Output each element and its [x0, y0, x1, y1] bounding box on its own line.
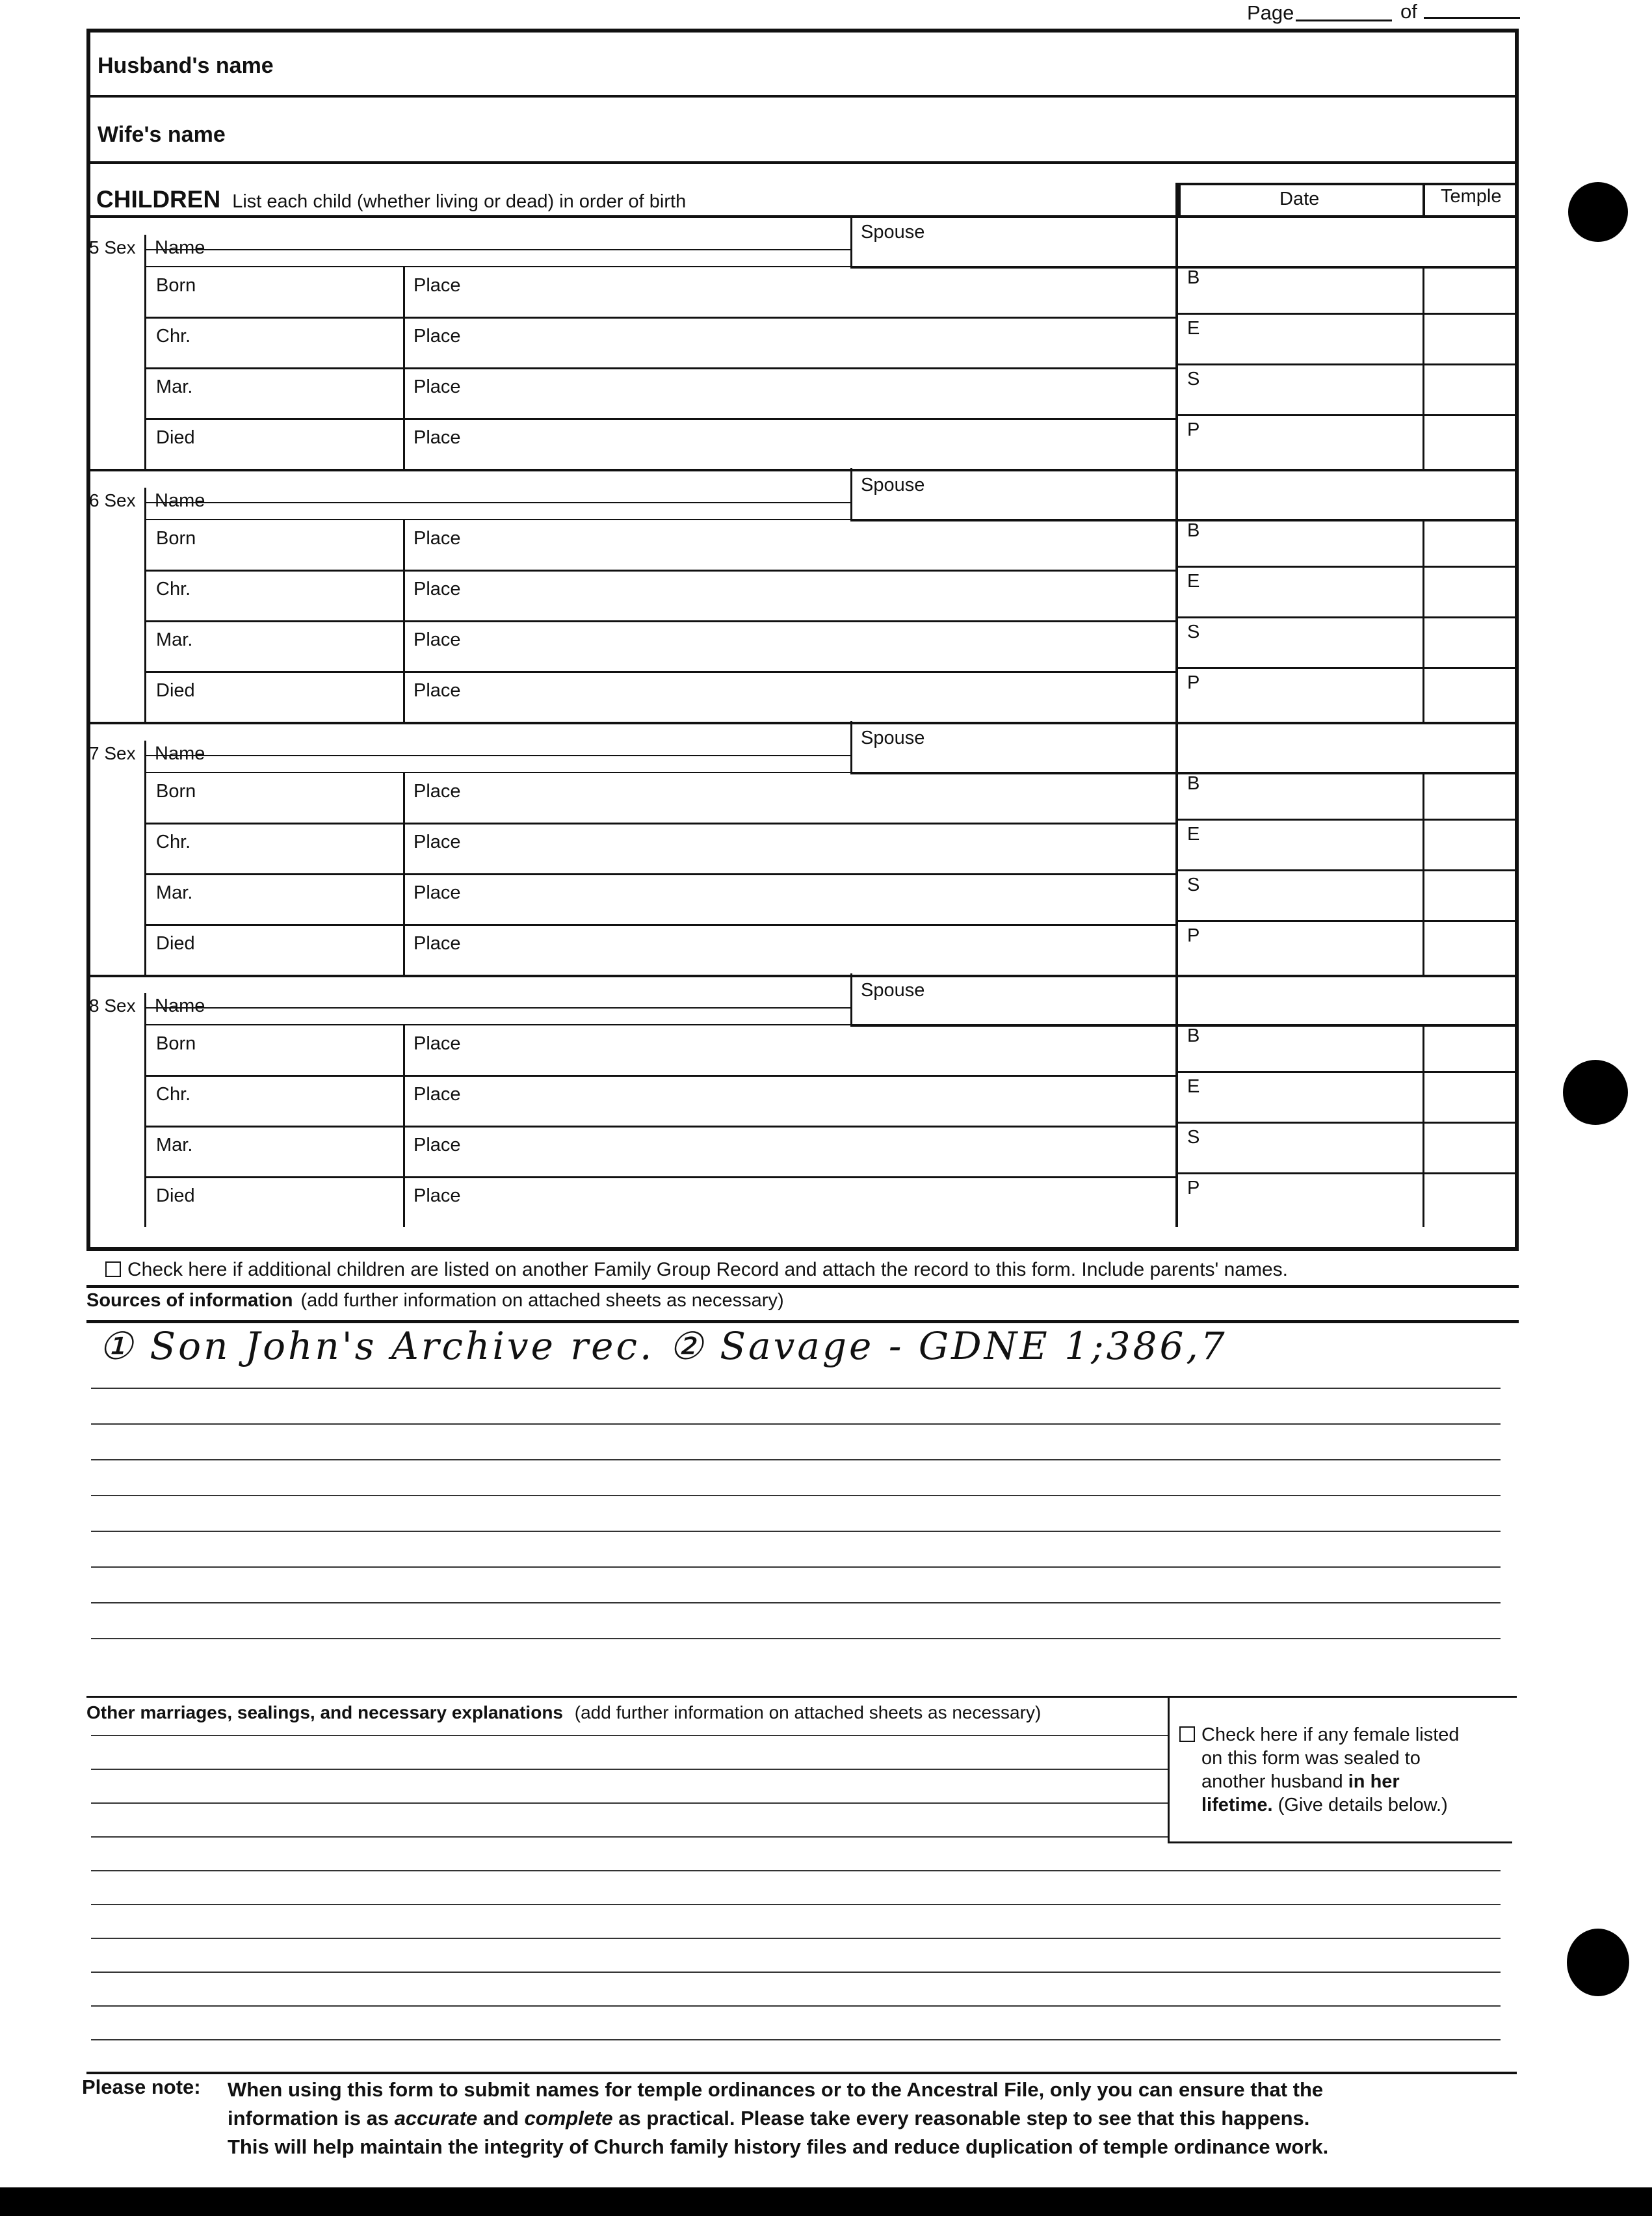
child-name-row-rule: [144, 502, 850, 503]
child-ordinance-chr: E: [1187, 1076, 1200, 1097]
page-total-field[interactable]: [1424, 17, 1520, 19]
child-spouse-divider: [850, 721, 852, 774]
child-place-label: Place: [413, 579, 461, 600]
child-ordinance-mar: S: [1187, 622, 1200, 642]
child-place-date-divider: [1175, 468, 1178, 722]
child-place-label: Place: [413, 326, 461, 347]
child-ordinance-row-rule: [1178, 1071, 1519, 1073]
child-event-row-rule: [144, 823, 1175, 824]
footer-note-line-1: When using this form to submit names for temple ordinances or to the Ancestral File, only you can ensure that the: [228, 2078, 1324, 2101]
sealed-check-line-1: Check here if any female listed: [1179, 1723, 1460, 1747]
sources-heading: [86, 1290, 784, 1312]
binder-hole-top: [1568, 182, 1628, 242]
child-event-label-chr: Chr.: [156, 326, 191, 347]
child-place-label: Place: [413, 275, 461, 296]
child-event-label-chr: Chr.: [156, 1084, 191, 1105]
child-place-date-divider: [1175, 973, 1178, 1227]
child-event-place-divider: [403, 266, 405, 469]
child-event-row-rule: [144, 1176, 1175, 1178]
additional-children-checkbox-row[interactable]: [105, 1259, 1288, 1281]
child-ordinance-chr: E: [1187, 318, 1200, 339]
child-spouse-divider: [850, 468, 852, 521]
child-number-sex: 6 Sex: [89, 490, 136, 510]
children-instruction: List each child (whether living or dead) in order of birth: [232, 191, 687, 212]
child-event-label-born: Born: [156, 781, 196, 802]
child-spouse-divider: [850, 973, 852, 1027]
sources-writing-line[interactable]: [91, 1531, 1501, 1532]
other-marriages-writing-line[interactable]: [91, 1972, 1501, 1973]
sealed-check-box[interactable]: [1179, 1723, 1460, 1817]
sources-heading-rule: [86, 1320, 1519, 1323]
child-event-row-rule: [144, 317, 1175, 319]
child-name-row-bottom-left: [144, 266, 850, 267]
child-ordinance-row-rule: [1178, 920, 1519, 922]
child-ordinance-died: P: [1187, 1178, 1200, 1198]
other-marriages-writing-line[interactable]: [91, 1802, 1168, 1804]
child-date-temple-divider: [1423, 266, 1424, 469]
child-ordinance-chr: E: [1187, 571, 1200, 592]
other-marriages-writing-line[interactable]: [91, 1735, 1168, 1736]
child-ordinance-mar: S: [1187, 369, 1200, 389]
sources-handwritten-entry: ① Son John's Archive rec. ② Savage - GDNE 1;386,7: [99, 1324, 1227, 1368]
child-ordinance-mar: S: [1187, 875, 1200, 895]
child-ordinance-born: B: [1187, 520, 1200, 541]
child-name-label: Name: [155, 490, 205, 511]
child-event-label-mar: Mar.: [156, 1135, 193, 1155]
child-ordinance-row-rule: [1178, 1172, 1519, 1174]
footer-note-label: Please note:: [82, 2076, 201, 2098]
child-ordinance-chr: E: [1187, 824, 1200, 845]
child-place-label: Place: [413, 781, 461, 802]
additional-children-note: Check here if additional children are listed on another Family Group Record and attach the record to this form. Include parents' names.: [127, 1259, 1288, 1280]
child-ordinance-died: P: [1187, 925, 1200, 946]
child-name-row-bottom: [850, 1024, 1519, 1027]
footer-top-rule: [86, 2072, 1517, 2074]
child-event-row-rule: [144, 418, 1175, 420]
sources-writing-line[interactable]: [91, 1423, 1501, 1425]
child-event-label-mar: Mar.: [156, 882, 193, 903]
child-place-label: Place: [413, 680, 461, 701]
sealed-checkbox[interactable]: [1179, 1726, 1195, 1742]
child-date-temple-divider: [1423, 772, 1424, 975]
sources-subtitle: (add further information on attached sheets as necessary): [300, 1290, 784, 1311]
children-title: CHILDREN: [96, 186, 221, 213]
child-ordinance-row-rule: [1178, 566, 1519, 568]
wife-name-label: Wife's name: [98, 122, 226, 147]
child-place-date-divider: [1175, 183, 1178, 469]
child-event-row-rule: [144, 873, 1175, 875]
footer-note-body: [228, 2076, 1328, 2161]
other-marriages-subtitle: (add further information on attached sheets as necessary): [574, 1702, 1042, 1722]
child-ordinance-row-rule: [1178, 616, 1519, 618]
child-event-row-rule: [144, 570, 1175, 572]
sources-writing-line[interactable]: [91, 1566, 1501, 1568]
other-marriages-writing-line[interactable]: [91, 1769, 1168, 1770]
sources-writing-line[interactable]: [91, 1388, 1501, 1389]
page-of-label: of: [1400, 0, 1417, 23]
child-event-row-rule: [144, 671, 1175, 673]
child-spouse-label: Spouse: [861, 222, 925, 243]
sealed-box-bottom: [1168, 1841, 1512, 1843]
child-event-label-died: Died: [156, 427, 195, 448]
child-event-row-rule: [144, 1075, 1175, 1077]
child-ordinance-died: P: [1187, 419, 1200, 440]
divider-wife: [86, 161, 1519, 164]
child-ordinance-born: B: [1187, 267, 1200, 288]
child-name-row-rule: [144, 249, 850, 250]
child-name-row-rule: [144, 1007, 850, 1009]
child-event-label-born: Born: [156, 528, 196, 549]
child-place-label: Place: [413, 528, 461, 549]
binder-hole-middle: [1563, 1060, 1628, 1125]
child-name-row-rule: [144, 755, 850, 756]
child-event-place-divider: [403, 772, 405, 975]
child-sex-divider: [144, 993, 146, 1227]
child-event-place-divider: [403, 519, 405, 722]
child-name-row-bottom-left: [144, 1024, 850, 1025]
child-event-label-died: Died: [156, 680, 195, 701]
date-temple-divider: [1423, 183, 1425, 217]
child-ordinance-born: B: [1187, 773, 1200, 794]
other-marriages-heading: [86, 1702, 1041, 1723]
child-name-row-bottom: [850, 772, 1519, 774]
child-event-label-chr: Chr.: [156, 832, 191, 852]
child-event-label-died: Died: [156, 1185, 195, 1206]
page-number-field[interactable]: [1296, 20, 1392, 21]
other-marriages-writing-line[interactable]: [91, 1904, 1501, 1905]
child-number-sex: 5 Sex: [89, 237, 136, 257]
other-marriages-title: Other marriages, sealings, and necessary explanations: [86, 1702, 563, 1722]
child-ordinance-row-rule: [1178, 363, 1519, 365]
children-header: [96, 186, 686, 213]
child-place-label: Place: [413, 1084, 461, 1105]
child-event-label-mar: Mar.: [156, 629, 193, 650]
other-marriages-writing-line[interactable]: [91, 2039, 1501, 2040]
child-spouse-label: Spouse: [861, 475, 925, 495]
child-place-label: Place: [413, 1185, 461, 1206]
child-number-sex: 8 Sex: [89, 996, 136, 1016]
child-place-label: Place: [413, 933, 461, 954]
child-spouse-label: Spouse: [861, 728, 925, 748]
sources-writing-line[interactable]: [91, 1459, 1501, 1460]
child-ordinance-died: P: [1187, 672, 1200, 693]
child-place-label: Place: [413, 882, 461, 903]
temple-header: Temple: [1441, 186, 1502, 207]
child-ordinance-row-rule: [1178, 414, 1519, 416]
divider-husband: [86, 95, 1519, 98]
child-name-label: Name: [155, 237, 205, 258]
other-marriages-top-rule: [86, 1696, 1517, 1698]
child-place-date-divider: [1175, 721, 1178, 975]
child-event-row-rule: [144, 620, 1175, 622]
sources-writing-line[interactable]: [91, 1602, 1501, 1603]
child-number-sex: 7 Sex: [89, 743, 136, 763]
child-event-row-rule: [144, 924, 1175, 926]
child-event-label-chr: Chr.: [156, 579, 191, 600]
sealed-box-left: [1168, 1696, 1170, 1843]
child-name-label: Name: [155, 996, 205, 1016]
page-label: Page: [1247, 1, 1294, 24]
child-ordinance-row-rule: [1178, 869, 1519, 871]
child-name-row-bottom: [850, 519, 1519, 521]
date-header-left: [1178, 183, 1181, 217]
child-place-label: Place: [413, 376, 461, 397]
footer-note-line-3: This will help maintain the integrity of Church family history files and reduce duplication of temple ordinance work.: [228, 2135, 1329, 2158]
sealed-check-line-3: another husband in her: [1201, 1771, 1400, 1792]
child-event-row-rule: [144, 367, 1175, 369]
child-name-row-bottom: [850, 266, 1519, 269]
binder-hole-bottom: [1567, 1929, 1629, 1996]
child-date-temple-divider: [1423, 1024, 1424, 1227]
date-header: Date: [1279, 189, 1320, 209]
child-name-row-bottom-left: [144, 519, 850, 520]
child-name-row-bottom-left: [144, 772, 850, 773]
child-spouse-label: Spouse: [861, 980, 925, 1001]
child-place-label: Place: [413, 832, 461, 852]
other-marriages-writing-line[interactable]: [91, 1836, 1168, 1838]
child-ordinance-row-rule: [1178, 819, 1519, 821]
child-block-bottom: [86, 722, 1519, 724]
sealed-check-line-4: lifetime. (Give details below.): [1201, 1795, 1448, 1815]
additional-children-checkbox[interactable]: [105, 1261, 121, 1277]
other-marriages-writing-line[interactable]: [91, 1938, 1501, 1939]
children-header-bottom: [86, 215, 1519, 218]
child-event-place-divider: [403, 1024, 405, 1227]
scan-bottom-edge: [0, 2187, 1652, 2216]
child-ordinance-mar: S: [1187, 1127, 1200, 1148]
sources-top-rule: [86, 1285, 1519, 1288]
child-ordinance-row-rule: [1178, 1122, 1519, 1124]
child-ordinance-row-rule: [1178, 313, 1519, 315]
other-marriages-writing-line[interactable]: [91, 1870, 1501, 1871]
child-date-temple-divider: [1423, 519, 1424, 722]
sources-title: Sources of information: [86, 1290, 293, 1311]
child-ordinance-row-rule: [1178, 667, 1519, 669]
sources-writing-line[interactable]: [91, 1495, 1501, 1496]
sealed-check-line-2: on this form was sealed to: [1201, 1748, 1421, 1769]
date-temple-header-top: [1178, 183, 1519, 185]
child-event-label-died: Died: [156, 933, 195, 954]
child-place-label: Place: [413, 1135, 461, 1155]
child-sex-divider: [144, 235, 146, 469]
child-event-label-born: Born: [156, 275, 196, 296]
child-place-label: Place: [413, 1033, 461, 1054]
child-ordinance-born: B: [1187, 1025, 1200, 1046]
child-place-label: Place: [413, 629, 461, 650]
child-event-label-born: Born: [156, 1033, 196, 1054]
child-block-bottom: [86, 469, 1519, 471]
husband-name-label: Husband's name: [98, 53, 274, 78]
child-event-row-rule: [144, 1126, 1175, 1128]
child-event-label-mar: Mar.: [156, 376, 193, 397]
child-sex-divider: [144, 741, 146, 975]
sources-writing-line[interactable]: [91, 1638, 1501, 1639]
child-spouse-divider: [850, 215, 852, 269]
child-sex-divider: [144, 488, 146, 722]
child-name-label: Name: [155, 743, 205, 764]
footer-note-line-2: information is as accurate and complete as practical. Please take every reasonable step to see that this happens.: [228, 2107, 1310, 2130]
other-marriages-writing-line[interactable]: [91, 2005, 1501, 2007]
child-place-label: Place: [413, 427, 461, 448]
child-block-bottom: [86, 975, 1519, 977]
